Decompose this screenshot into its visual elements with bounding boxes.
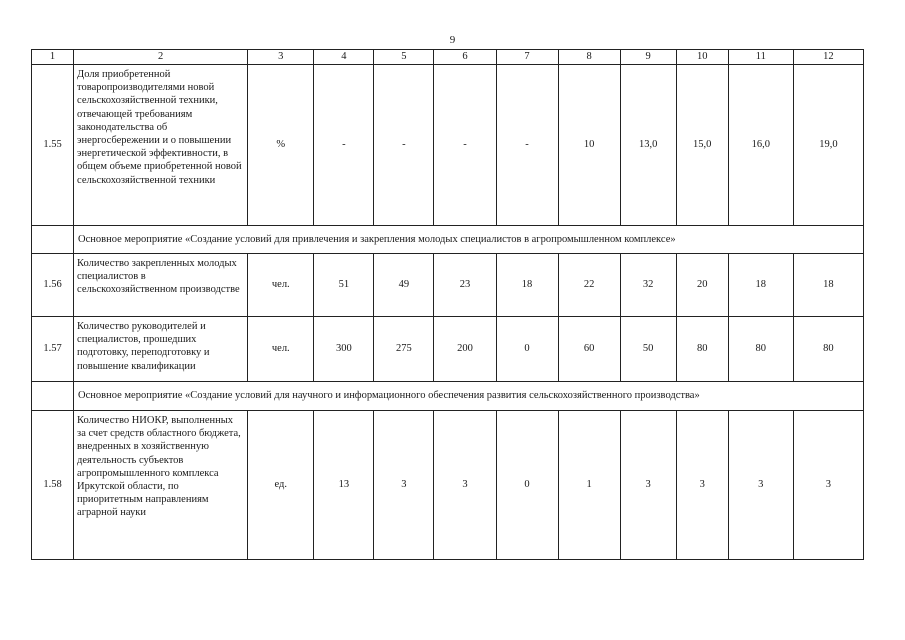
indicator-value: 60 (558, 317, 620, 382)
indicator-value: 0 (496, 411, 558, 560)
indicator-unit: % (248, 65, 314, 226)
indicator-value: 275 (374, 317, 434, 382)
indicator-unit: чел. (248, 317, 314, 382)
indicator-value: 80 (676, 317, 728, 382)
indicator-value: 13 (314, 411, 374, 560)
column-header: 9 (620, 50, 676, 65)
indicator-value: - (434, 65, 496, 226)
section-title: Основное мероприятие «Создание условий для привлечения и закрепления молодых специалистов в агропромышленном комплексе» (74, 226, 864, 254)
indicator-value: 1 (558, 411, 620, 560)
indicator-value: 200 (434, 317, 496, 382)
indicator-value: 80 (728, 317, 793, 382)
column-header: 12 (793, 50, 863, 65)
indicator-value: 18 (728, 254, 793, 317)
indicator-number: 1.56 (32, 254, 74, 317)
indicator-value: 3 (374, 411, 434, 560)
column-header: 1 (32, 50, 74, 65)
column-header: 8 (558, 50, 620, 65)
column-header: 10 (676, 50, 728, 65)
indicator-value: 13,0 (620, 65, 676, 226)
indicator-value: 3 (434, 411, 496, 560)
indicator-unit: чел. (248, 254, 314, 317)
indicator-name: Количество НИОКР, выполненных за счет средств областного бюджета, внедренных в хозяйственную деятельность субъектов агропромышленного комплекса Иркутской области, по приоритетным направлениям аграрной науки (74, 411, 248, 560)
column-header: 7 (496, 50, 558, 65)
indicator-value: - (496, 65, 558, 226)
indicator-name: Доля приобретенной товаропроизводителями новой сельскохозяйственной техники, отвечающей требованиям законодательства об энергосбережении и о повышении энергетической эффективности, в общем объеме приобретенной новой сельскохозяйственной техники (74, 65, 248, 226)
table-row (32, 411, 864, 560)
section-title: Основное мероприятие «Создание условий для научного и информационного обеспечения развития сельскохозяйственного производства» (74, 382, 864, 411)
indicator-value: 16,0 (728, 65, 793, 226)
indicator-value: 20 (676, 254, 728, 317)
indicator-value: 300 (314, 317, 374, 382)
indicator-value: - (314, 65, 374, 226)
indicator-value: 3 (728, 411, 793, 560)
indicator-value: 80 (793, 317, 863, 382)
indicator-value: 0 (496, 317, 558, 382)
indicator-number: 1.55 (32, 65, 74, 226)
indicator-value: 23 (434, 254, 496, 317)
indicator-value: 3 (676, 411, 728, 560)
column-header: 6 (434, 50, 496, 65)
column-header: 5 (374, 50, 434, 65)
indicator-value: 22 (558, 254, 620, 317)
indicator-number: 1.57 (32, 317, 74, 382)
indicator-value: 50 (620, 317, 676, 382)
indicator-value: 18 (496, 254, 558, 317)
section-number-cell (32, 226, 74, 254)
indicator-value: 3 (620, 411, 676, 560)
page-number: 9 (449, 34, 456, 46)
section-row (32, 226, 864, 254)
indicator-value: 3 (793, 411, 863, 560)
table-row (32, 65, 864, 226)
indicator-name: Количество руководителей и специалистов, прошедших подготовку, переподготовку и повышение квалификации (74, 317, 248, 382)
indicator-value: 49 (374, 254, 434, 317)
section-number-cell (32, 382, 74, 411)
indicator-value: 32 (620, 254, 676, 317)
indicator-number: 1.58 (32, 411, 74, 560)
column-header: 2 (74, 50, 248, 65)
indicator-unit: ед. (248, 411, 314, 560)
indicator-value: 10 (558, 65, 620, 226)
column-header: 11 (728, 50, 793, 65)
table-row (32, 254, 864, 317)
indicator-value: 51 (314, 254, 374, 317)
indicators-table (31, 49, 864, 560)
indicator-value: - (374, 65, 434, 226)
table-row (32, 317, 864, 382)
indicator-name: Количество закрепленных молодых специалистов в сельскохозяйственном производстве (74, 254, 248, 317)
indicator-value: 18 (793, 254, 863, 317)
section-row (32, 382, 864, 411)
indicator-value: 15,0 (676, 65, 728, 226)
column-header: 4 (314, 50, 374, 65)
indicator-value: 19,0 (793, 65, 863, 226)
column-number-row (32, 50, 864, 65)
column-header: 3 (248, 50, 314, 65)
